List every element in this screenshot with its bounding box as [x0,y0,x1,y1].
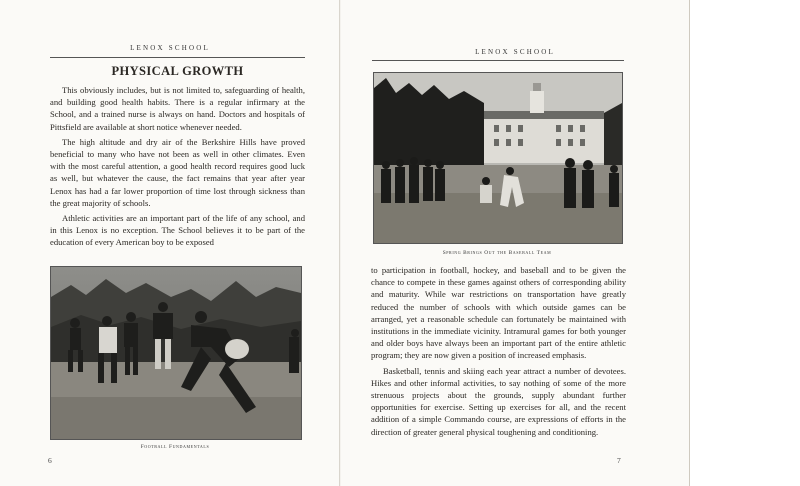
baseball-photo-image [374,73,622,243]
paragraph: The high altitude and dry air of the Berkshire Hills have proved beneficial to many who have not been as well in other climates. Even with the most careful attention, a good health record requires good luck as well, but whatever the cause, the fact remains that year after year Lenox has had a far lower proportion of time lost through sickness than the great majority of schools. [50,136,305,208]
photo-caption: Football Fundamentals [140,444,210,450]
scan-margin [689,0,800,486]
paragraph: Basketball, tennis and skiing each year attract a number of devotees. Hikes and other informal activities, to say nothing of some of the more strenuous projects about the grounds, supply abundant further opportunities for exercise. Setting up exercises for all, and the recent addition of a simple Commando course, are expressions of efforts in the direction of greater general physical toughening and conditioning. [371,365,626,437]
paragraph: Athletic activities are an important part of the life of any school, and in this Lenox is no exception. The School believes it to be part of the education of every American boy to be exposed [50,213,305,248]
section-heading: PHYSICAL GROWTH [111,64,244,78]
header-rule [50,57,305,58]
football-photo [50,266,302,440]
paragraph: to participation in football, hockey, and baseball and to be given the chance to compete in these games against others of corresponding ability and maturity. While war restrictions on transportation have greatly reduced the number of schools with which outside games can be arranged, yet a reasonable schedule can fortunately be maintained with institutions in the immediate vicinity. Intramural games for both younger and older boys have always been an important part of the entire athletic program; they are now given a position of increased emphasis. [371,265,626,361]
header-rule [372,60,624,61]
photo-caption: Spring Brings Out the Baseball Team [442,250,552,256]
page-number: 7 [617,456,621,465]
running-head: LENOX SCHOOL [130,44,210,52]
paragraph: This obviously includes, but is not limited to, safeguarding of health, and building good health habits. There is a regular infirmary at the School, and a trained nurse is always on hand. Doctors and hospitals of Pittsfield are available at short notice whenever needed. [50,85,305,132]
right-page [341,0,689,486]
baseball-photo [373,72,623,244]
page-number: 6 [48,456,52,465]
right-body-text [371,264,626,441]
football-photo-image [51,267,301,439]
left-page [0,0,340,486]
left-body-text [50,84,305,252]
running-head: LENOX SCHOOL [475,48,555,56]
